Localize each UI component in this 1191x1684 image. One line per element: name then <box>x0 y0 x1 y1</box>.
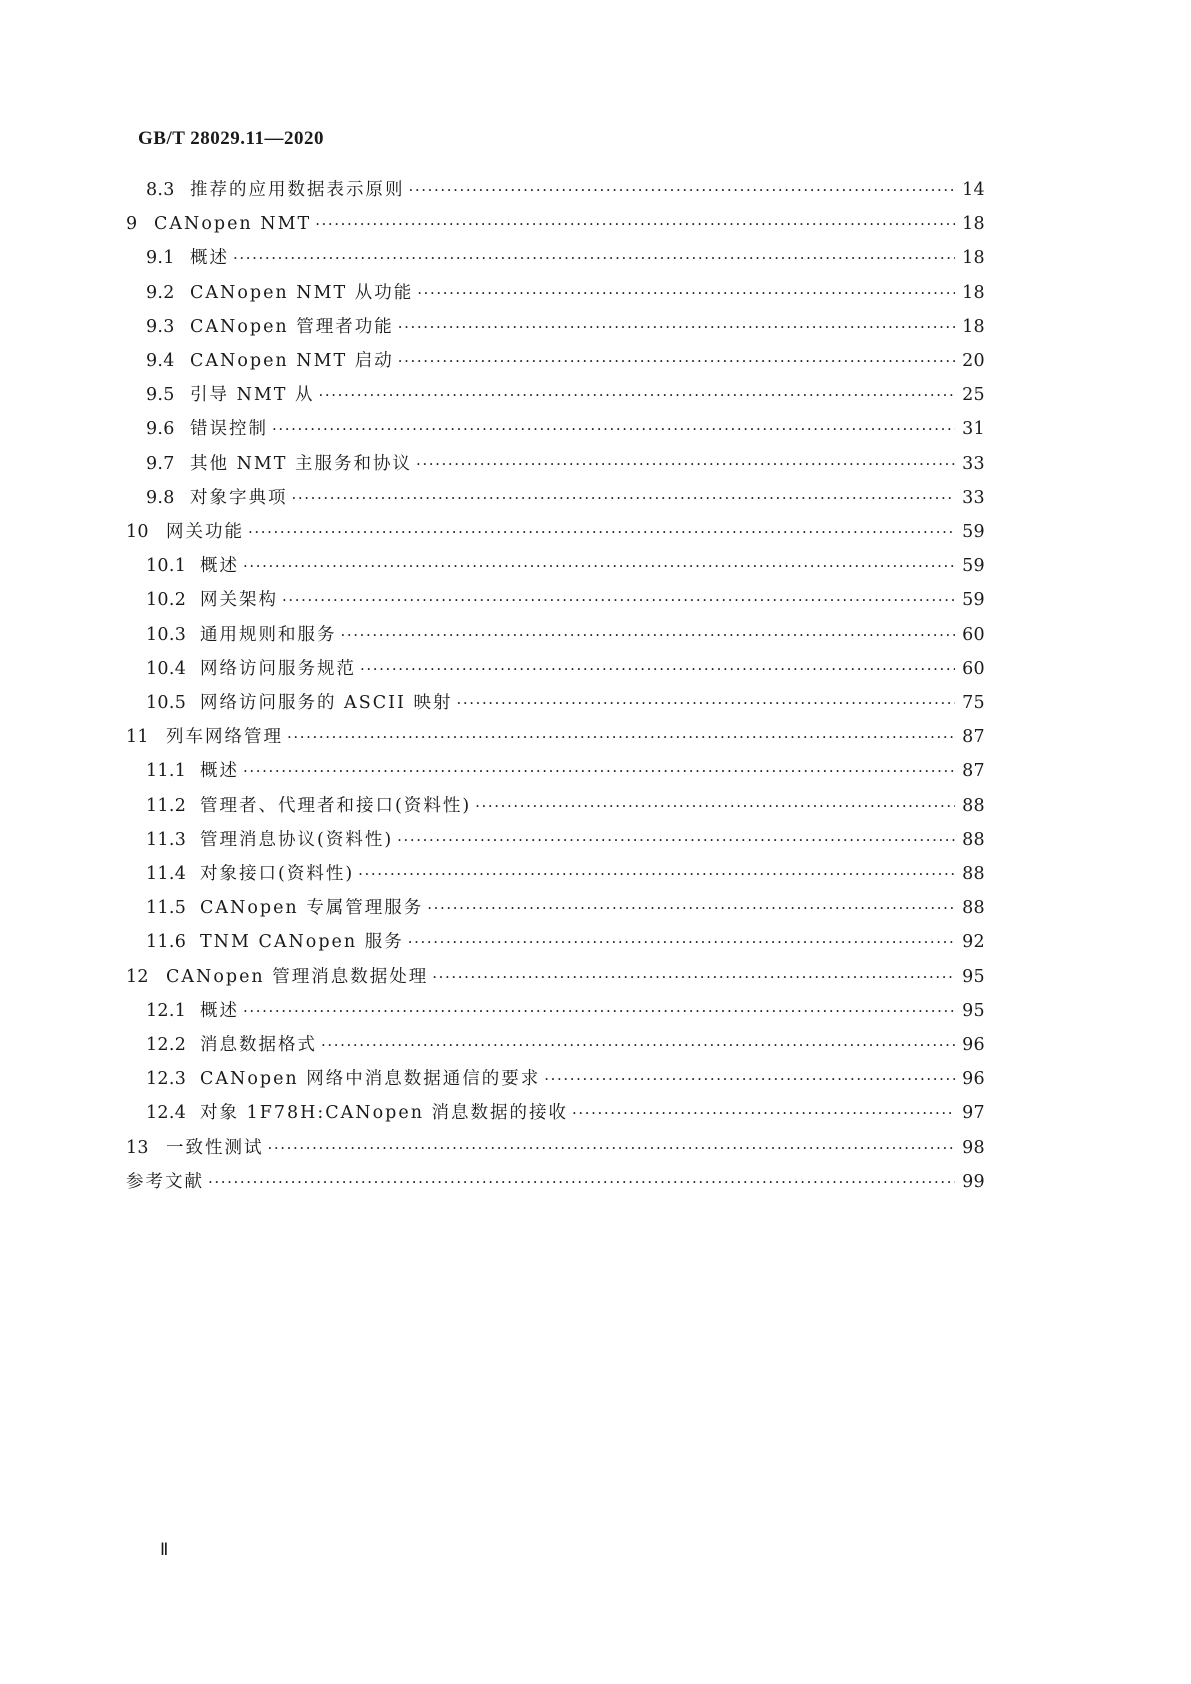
toc-leader-dots <box>456 689 955 717</box>
toc-leader-dots <box>572 1099 955 1127</box>
toc-entry-page: 18 <box>962 248 985 269</box>
toc-entry[interactable] <box>146 1065 985 1093</box>
toc-entry[interactable] <box>126 963 985 991</box>
toc-entry-page: 59 <box>962 522 985 542</box>
toc-entry[interactable] <box>146 484 985 512</box>
toc-entry[interactable] <box>146 894 985 922</box>
toc-entry-title: 管理者、代理者和接口(资料性) <box>200 795 472 816</box>
toc-entry-number: 9.7 <box>146 453 175 474</box>
toc-entry-number: 12 <box>126 966 149 987</box>
toc-entry-title: CANopen NMT 启动 <box>190 351 394 371</box>
toc-entry[interactable] <box>146 997 985 1025</box>
toc-entry-title: 推荐的应用数据表示原则 <box>190 180 405 200</box>
toc-entry-number: 10 <box>126 522 149 542</box>
toc-entry[interactable] <box>146 244 985 272</box>
toc-entry-page: 75 <box>962 693 985 713</box>
toc-entry-page: 95 <box>962 966 985 987</box>
toc-entry-number: 11.4 <box>146 864 187 884</box>
toc-entry-page: 59 <box>962 556 985 577</box>
toc-entry-title: 概述 <box>200 556 239 577</box>
toc-entry-title: 错误控制 <box>190 419 268 440</box>
toc-entry[interactable] <box>146 655 985 683</box>
toc-entry-page: 87 <box>962 727 985 748</box>
toc-leader-dots <box>287 723 955 751</box>
toc-entry-title: 对象 1F78H:CANopen 消息数据的接收 <box>200 1103 569 1124</box>
toc-entry-number: 9.6 <box>146 419 175 440</box>
toc-leader-dots <box>427 894 955 922</box>
toc-entry-page: 96 <box>962 1069 985 1090</box>
toc-leader-dots <box>321 1031 955 1059</box>
toc-entry[interactable] <box>146 347 985 375</box>
page-number: Ⅱ <box>160 1540 169 1559</box>
toc-leader-dots <box>408 928 955 956</box>
toc-entry[interactable] <box>146 689 985 717</box>
toc-leader-dots <box>398 313 955 341</box>
toc-entry-number: 9.4 <box>146 351 175 371</box>
toc-leader-dots <box>282 586 955 614</box>
toc-entry-page: 33 <box>962 453 985 474</box>
toc-entry-title: CANopen 管理者功能 <box>190 316 394 337</box>
toc-entry-title: 引导 NMT 从 <box>190 385 315 406</box>
toc-entry-number: 12.3 <box>146 1069 187 1090</box>
toc-entry-page: 59 <box>962 590 985 611</box>
toc-leader-dots <box>243 757 955 785</box>
toc-leader-dots <box>243 997 955 1025</box>
toc-entry-number: 10.5 <box>146 693 187 713</box>
toc-entry-number: 9.2 <box>146 282 175 303</box>
toc-entry[interactable] <box>146 621 985 649</box>
toc-entry-page: 88 <box>962 898 985 919</box>
toc-entry[interactable] <box>146 279 985 307</box>
toc-entry-title: CANopen NMT <box>154 214 312 235</box>
toc-entry[interactable] <box>146 381 985 409</box>
toc-entry[interactable] <box>146 586 985 614</box>
toc-entry-number: 9.5 <box>146 385 175 406</box>
toc-entry-number: 12.4 <box>146 1103 187 1124</box>
toc-entry-page: 18 <box>962 282 985 303</box>
toc-entry-number: 11.1 <box>146 761 187 782</box>
toc-entry-title: 管理消息协议(资料性) <box>200 829 394 850</box>
toc-entry-number: 9 <box>126 214 138 235</box>
toc-entry[interactable] <box>146 1099 985 1127</box>
toc-entry-number: 12.1 <box>146 1000 187 1021</box>
toc-entry[interactable] <box>146 1031 985 1059</box>
toc-entry-title: 其他 NMT 主服务和协议 <box>190 453 413 474</box>
toc-entry[interactable] <box>126 518 985 546</box>
toc-entry-number: 11.2 <box>146 795 187 816</box>
toc-entry-title: CANopen NMT 从功能 <box>190 282 414 303</box>
toc-entry-title: 概述 <box>190 248 229 269</box>
toc-entry-title: 通用规则和服务 <box>200 624 337 645</box>
toc-entry-title: 对象接口(资料性) <box>200 864 355 884</box>
toc-entry[interactable] <box>126 1134 985 1162</box>
toc-leader-dots <box>432 963 955 991</box>
toc-entry-title: 概述 <box>200 761 239 782</box>
toc-leader-dots <box>248 518 955 546</box>
toc-entry-title: 一致性测试 <box>166 1137 264 1158</box>
toc-entry-number: 11.6 <box>146 932 187 953</box>
toc-entry[interactable] <box>146 757 985 785</box>
toc-entry-number: 9.8 <box>146 487 175 508</box>
toc-entry-page: 88 <box>962 864 985 884</box>
toc-entry-page: 18 <box>962 214 985 235</box>
toc-leader-dots <box>416 450 955 478</box>
toc-leader-dots <box>315 210 955 238</box>
toc-entry-page: 25 <box>962 385 985 406</box>
toc-leader-dots <box>243 552 955 580</box>
toc-entry[interactable] <box>146 792 985 820</box>
toc-entry[interactable] <box>146 450 985 478</box>
toc-entry-page: 87 <box>962 761 985 782</box>
toc-leader-dots <box>292 484 956 512</box>
toc-entry-page: 99 <box>962 1171 985 1192</box>
toc-entry-number: 9.1 <box>146 248 175 269</box>
toc-entry-page: 97 <box>962 1103 985 1124</box>
toc-entry-title: TNM CANopen 服务 <box>200 932 404 953</box>
toc-leader-dots <box>544 1065 955 1093</box>
toc-entry-number: 10.1 <box>146 556 187 577</box>
toc-entry-page: 88 <box>962 829 985 850</box>
toc-entry-page: 60 <box>962 624 985 645</box>
toc-entry[interactable] <box>146 826 985 854</box>
toc-entry[interactable] <box>146 176 985 204</box>
toc-leader-dots <box>398 347 955 375</box>
toc-leader-dots <box>268 1134 956 1162</box>
toc-entry-title: 网关功能 <box>166 522 244 542</box>
toc-entry[interactable] <box>126 723 985 751</box>
toc-entry[interactable] <box>146 860 985 888</box>
toc-entry-title: 对象字典项 <box>190 487 288 508</box>
toc-entry-number: 9.3 <box>146 316 175 337</box>
toc-entry-number: 10.2 <box>146 590 187 611</box>
document-code: GB/T 28029.11—2020 <box>138 128 325 149</box>
toc-entry-title: CANopen 专属管理服务 <box>200 898 424 919</box>
toc-leader-dots <box>409 176 956 204</box>
toc-entry-title: 参考文献 <box>126 1171 204 1192</box>
toc-entry[interactable] <box>146 552 985 580</box>
toc-entry[interactable] <box>146 415 985 443</box>
toc-leader-dots <box>358 860 955 888</box>
toc-entry[interactable] <box>146 313 985 341</box>
toc-entry-page: 60 <box>962 658 985 679</box>
toc-entry-page: 88 <box>962 795 985 816</box>
toc-entry-page: 33 <box>962 487 985 508</box>
toc-entry[interactable] <box>126 210 985 238</box>
toc-leader-dots <box>341 621 956 649</box>
toc-entry-title: 消息数据格式 <box>200 1035 317 1055</box>
toc-entry-page: 14 <box>962 180 985 200</box>
toc-entry-title: 网关架构 <box>200 590 278 611</box>
toc-leader-dots <box>360 655 955 683</box>
toc-entry-title: 网络访问服务的 ASCII 映射 <box>200 693 453 713</box>
toc-entry-page: 18 <box>962 316 985 337</box>
toc-entry-number: 12.2 <box>146 1035 187 1055</box>
toc-leader-dots <box>272 415 955 443</box>
toc-entry-title: CANopen 网络中消息数据通信的要求 <box>200 1069 541 1090</box>
toc-entry[interactable] <box>126 1168 985 1196</box>
toc-leader-dots <box>417 279 955 307</box>
toc-entry-number: 11.5 <box>146 898 187 919</box>
toc-leader-dots <box>233 244 955 272</box>
toc-entry-number: 8.3 <box>146 180 175 200</box>
toc-entry-number: 11 <box>126 727 149 748</box>
toc-entry-page: 95 <box>962 1000 985 1021</box>
toc-entry-title: 网络访问服务规范 <box>200 658 356 679</box>
toc-leader-dots <box>208 1168 955 1196</box>
toc-entry-number: 13 <box>126 1137 149 1158</box>
toc-entry-page: 92 <box>962 932 985 953</box>
toc-entry-title: 列车网络管理 <box>166 727 283 748</box>
toc-leader-dots <box>397 826 955 854</box>
toc-entry-number: 11.3 <box>146 829 187 850</box>
toc-entry-number: 10.4 <box>146 658 187 679</box>
toc-entry-title: CANopen 管理消息数据处理 <box>166 966 429 987</box>
toc-entry-page: 31 <box>962 419 985 440</box>
toc-entry-page: 96 <box>962 1035 985 1055</box>
toc-leader-dots <box>319 381 955 409</box>
toc-entry-title: 概述 <box>200 1000 239 1021</box>
toc-entry-number: 10.3 <box>146 624 187 645</box>
toc-entry-page: 20 <box>962 351 985 371</box>
toc-entry[interactable] <box>146 928 985 956</box>
toc-entry-page: 98 <box>962 1137 985 1158</box>
toc-leader-dots <box>475 792 955 820</box>
